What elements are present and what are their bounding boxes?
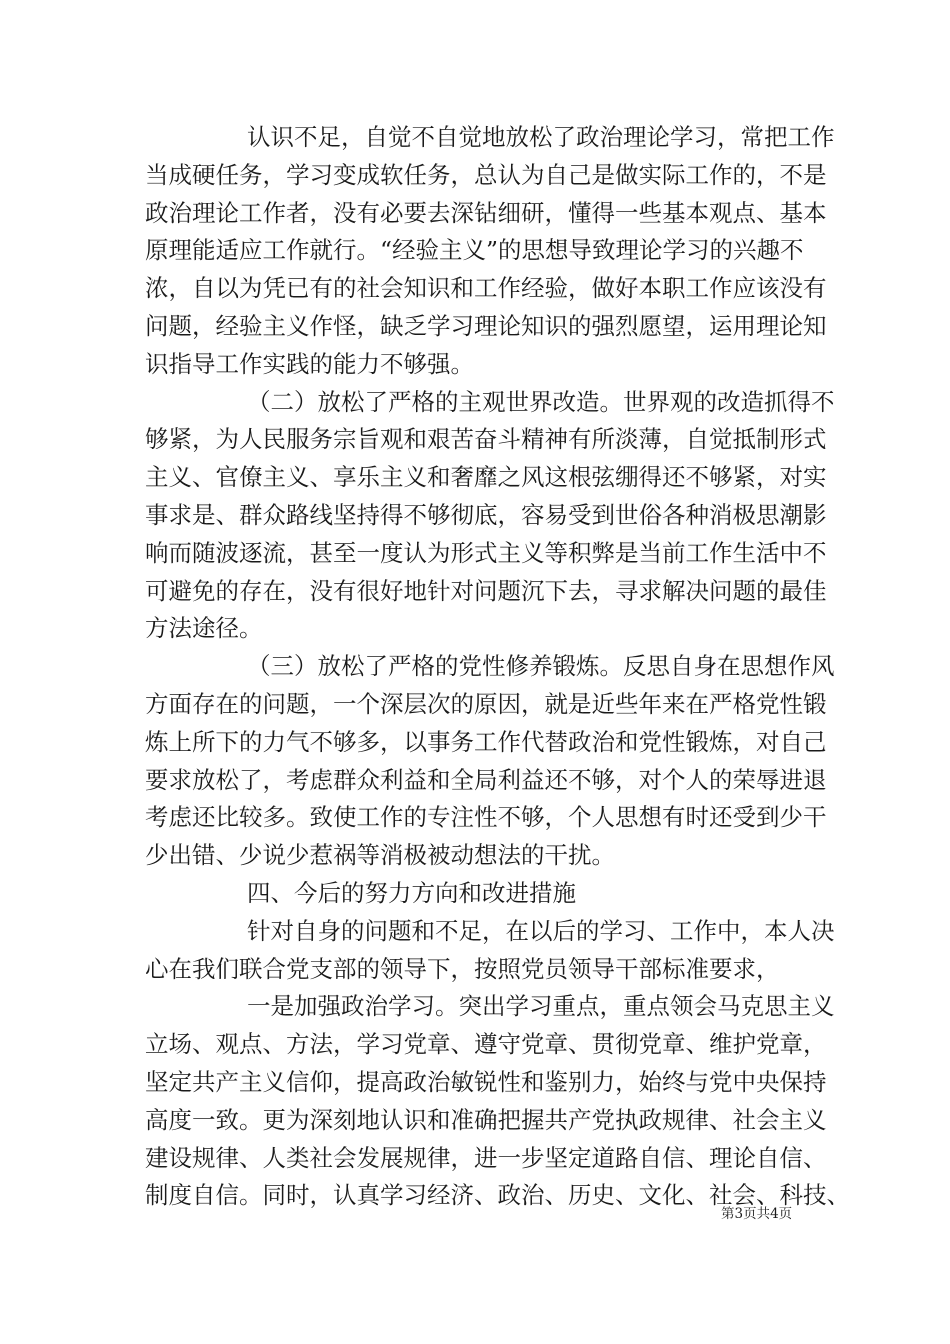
- section-heading-line: （二）放松了严格的主观世界改造。世界观的改造抓得不: [247, 387, 835, 416]
- body-text-line: 响而随波逐流，甚至一度认为形式主义等积弊是当前工作生活中不: [145, 538, 827, 567]
- section-heading: 四、今后的努力方向和改进措施: [247, 879, 576, 907]
- body-text-line: 方面存在的问题，一个深层次的原因，就是近些年来在严格党性锻: [145, 690, 827, 718]
- body-text-line: 建设规律、人类社会发展规律，进一步坚定道路自信、理论自信、: [145, 1143, 827, 1172]
- body-text-line: 坚定共产主义信仰，提高政治敏锐性和鉴别力，始终与党中央保持: [145, 1068, 827, 1096]
- body-text-line: 一是加强政治学习。突出学习重点，重点领会马克思主义: [247, 992, 835, 1021]
- body-text-line: 针对自身的问题和不足，在以后的学习、工作中，本人决: [247, 916, 835, 945]
- body-text-line: 问题，经验主义作怪，缺乏学习理论知识的强烈愿望，运用理论知: [145, 312, 827, 340]
- body-text-line: 立场、观点、方法，学习党章、遵守党章、贯彻党章、维护党章，: [145, 1030, 827, 1059]
- body-text-line: 炼上所下的力气不够多，以事务工作代替政治和党性锻炼，对自己: [145, 727, 827, 756]
- body-text-line: 考虑还比较多。致使工作的专注性不够，个人思想有时还受到少干: [145, 803, 827, 832]
- body-text-line: 政治理论工作者，没有必要去深钻细研，懂得一些基本观点、基本: [145, 198, 827, 227]
- section-heading-line: （三）放松了严格的党性修养锻炼。反思自身在思想作风: [247, 652, 835, 681]
- body-text-line: 制度自信。同时，认真学习经济、政治、历史、文化、社会、科技、: [145, 1181, 850, 1210]
- body-text-line: 要求放松了，考虑群众利益和全局利益还不够，对个人的荣辱进退: [145, 765, 827, 794]
- body-text-line: 少出错、少说少惹祸等消极被动想法的干扰。: [145, 841, 615, 870]
- body-text-line: 可避免的存在，没有很好地针对问题沉下去，寻求解决问题的最佳: [145, 576, 827, 605]
- body-text-line: 浓，自以为凭已有的社会知识和工作经验，做好本职工作应该没有: [145, 274, 827, 303]
- body-text-line: 高度一致。更为深刻地认识和准确把握共产党执政规律、社会主义: [145, 1105, 827, 1134]
- body-text-line: 心在我们联合党支部的领导下，按照党员领导干部标准要求，: [145, 954, 780, 983]
- body-text-line: 够紧，为人民服务宗旨观和艰苦奋斗精神有所淡薄，自觉抵制形式: [145, 425, 827, 454]
- body-text-line: 主义、官僚主义、享乐主义和奢靡之风这根弦绷得还不够紧，对实: [145, 463, 827, 492]
- body-text-line: 原理能适应工作就行。“经验主义”的思想导致理论学习的兴趣不: [145, 236, 804, 265]
- body-text-line: 事求是、群众路线坚持得不够彻底，容易受到世俗各种消极思潮影: [145, 501, 827, 529]
- page-number-footer: 第3页共4页: [721, 1206, 793, 1222]
- body-text-line: 认识不足，自觉不自觉地放松了政治理论学习，常把工作: [247, 123, 835, 151]
- body-text-line: 识指导工作实践的能力不够强。: [145, 349, 474, 378]
- body-text-line: 当成硬任务，学习变成软任务，总认为自己是做实际工作的，不是: [145, 160, 827, 189]
- body-text-line: 方法途径。: [145, 614, 263, 643]
